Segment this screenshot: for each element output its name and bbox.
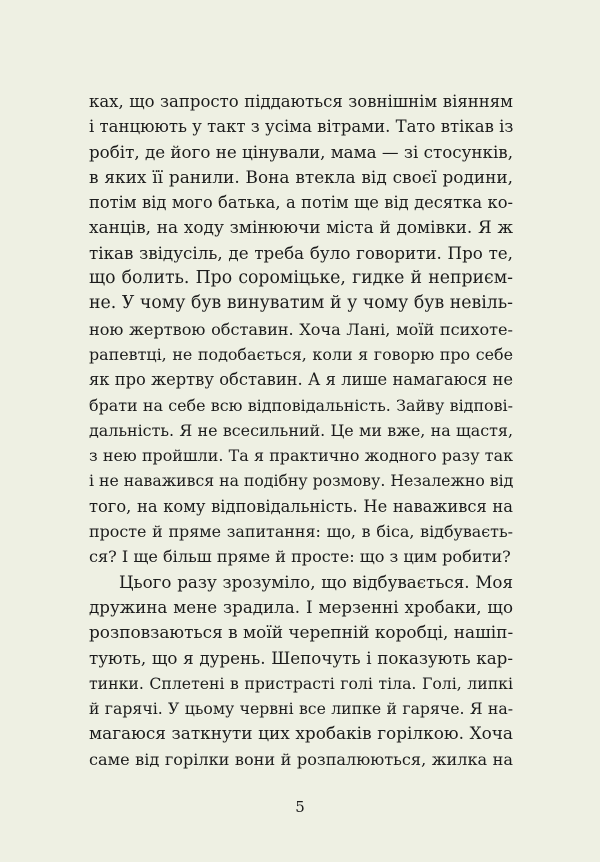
text-line: того, на кому відповідальність. Не наважився на (89, 496, 513, 516)
text-line: ханців, на ходу змінюючи міста й домівки. Я ж (89, 217, 513, 238)
text-line: магаюся заткнути цих хробаків горілкою. Хоча (89, 723, 513, 744)
text-line: ною жертвою обставин. Хоча Лані, моїй психоте- (89, 319, 513, 339)
text-line: в яких її ранили. Вона втекла від своєї родини, (89, 166, 513, 187)
text-line: робіт, де його не цінували, мама — зі стосунків, (89, 141, 513, 162)
text-line: ках, що запросто піддаються зовнішнім віянням (89, 92, 513, 111)
page-number: 5 (295, 798, 305, 816)
text-line: тують, що я дурень. Шепочуть і показують кар- (89, 647, 513, 668)
text-line: брати на себе всю відповідальність. Зайву відпові- (89, 395, 513, 415)
text-line: саме від горілки вони й розпалюються, жилка на (89, 749, 513, 769)
text-line: і танцюють у такт з усіма вітрами. Тато втікав із (89, 117, 514, 137)
text-line: як про жертву обставин. А я лише намагаюся не (89, 370, 513, 390)
text-line: тікав звідусіль, де треба було говорити. Про те, (89, 242, 513, 263)
body-text (89, 89, 513, 772)
text-line: потім від мого батька, а потім ще від десятка ко- (89, 193, 513, 213)
text-line: розповзаються в моїй черепній коробці, нашіп- (89, 622, 514, 643)
text-line: що болить. Про сороміцьке, гидке й неприєм- (89, 268, 513, 289)
text-line: ся? І ще більш пряме й просте: що з цим робити? (89, 547, 511, 567)
text-line: тинки. Сплетені в пристрасті голі тіла. Голі, липкі (89, 673, 513, 693)
text-line: і не наважився на подібну розмову. Незалежно від (89, 471, 514, 491)
text-line: Цього разу зрозуміло, що відбувається. Моя (119, 571, 513, 592)
text-line: рапевтці, не подобається, коли я говорю про себе (89, 344, 513, 364)
text-line: дальність. Я не всесильний. Це ми вже, на щастя, (89, 420, 513, 440)
text-line: просте й пряме запитання: що, в біса, відбуваєть- (89, 522, 513, 542)
text-line: з нею пройшли. Та я практично жодного разу так (89, 446, 513, 466)
text-line: й гарячі. У цьому червні все липке й гаряче. Я на- (89, 699, 513, 719)
text-line: дружина мене зрадила. І мерзенні хробаки, що (89, 596, 513, 617)
text-line: не. У чому був винуватим й у чому був невіль- (89, 293, 513, 314)
